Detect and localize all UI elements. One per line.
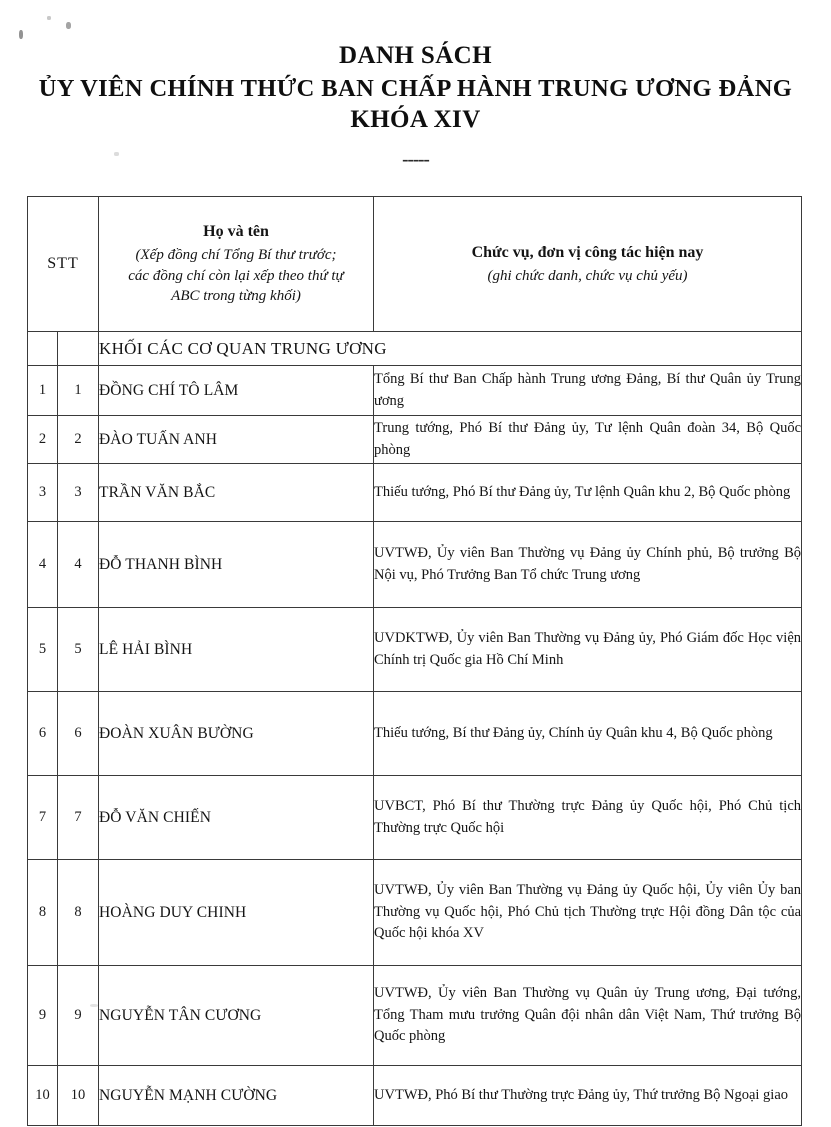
row-index-cell: 1 <box>28 366 58 416</box>
member-name-cell: NGUYỄN MẠNH CƯỜNG <box>99 1066 374 1126</box>
member-position-cell <box>374 416 802 464</box>
column-header-name <box>99 197 374 332</box>
row-number-cell: 5 <box>58 608 99 692</box>
table-head <box>28 197 802 332</box>
member-position-cell <box>374 692 802 776</box>
member-position-text: Trung tướng, Phó Bí thư Đảng ủy, Tư lệnh Quân đoàn 34, Bộ Quốc phòng <box>374 419 802 458</box>
member-position-text: UVBCT, Phó Bí thư Thường trực Đảng ủy Quốc hội, Phó Chủ tịch Thường trực Quốc hội <box>374 797 802 836</box>
member-name-cell: NGUYỄN TÂN CƯƠNG <box>99 966 374 1066</box>
row-number-cell: 2 <box>58 416 99 464</box>
table-body <box>28 332 802 1126</box>
row-number-cell: 7 <box>58 776 99 860</box>
document-title-line-2: ỦY VIÊN CHÍNH THỨC BAN CHẤP HÀNH TRUNG ƯƠNG ĐẢNG <box>38 74 793 102</box>
row-index-cell: 2 <box>28 416 58 464</box>
table-row <box>28 416 802 464</box>
row-index-cell: 5 <box>28 608 58 692</box>
column-header-name-title: Họ và tên <box>203 222 269 240</box>
member-position-cell <box>374 776 802 860</box>
table-row <box>28 464 802 522</box>
section-header-row <box>28 332 802 366</box>
member-position-text: UVTWĐ, Phó Bí thư Thường trực Đảng ủy, Thứ trưởng Bộ Ngoại giao <box>374 1086 789 1103</box>
member-position-cell <box>374 464 802 522</box>
document-title-line-1: DANH SÁCH <box>339 42 492 69</box>
column-header-position-title: Chức vụ, đơn vị công tác hiện nay <box>471 243 704 261</box>
member-name-cell: ĐÀO TUẤN ANH <box>99 416 374 464</box>
row-index-cell: 7 <box>28 776 58 860</box>
row-number-cell: 8 <box>58 860 99 966</box>
column-header-name-note-line-2: các đồng chí còn lại xếp theo thứ tự <box>128 267 344 284</box>
column-header-name-note <box>99 245 373 307</box>
row-number-cell: 6 <box>58 692 99 776</box>
member-name-cell: ĐỖ THANH BÌNH <box>99 522 374 608</box>
row-index-cell: 8 <box>28 860 58 966</box>
scan-speck <box>66 22 71 29</box>
table-row <box>28 522 802 608</box>
row-index-cell: 6 <box>28 692 58 776</box>
member-name-cell: TRẦN VĂN BẮC <box>99 464 374 522</box>
row-index-cell: 10 <box>28 1066 58 1126</box>
member-position-cell <box>374 1066 802 1126</box>
member-name-cell: ĐỒNG CHÍ TÔ LÂM <box>99 366 374 416</box>
member-name-cell: ĐOÀN XUÂN BƯỜNG <box>99 692 374 776</box>
scan-speck <box>19 30 23 39</box>
table-row <box>28 366 802 416</box>
row-number-cell: 3 <box>58 464 99 522</box>
document-heading <box>0 40 831 171</box>
row-number-cell: 10 <box>58 1066 99 1126</box>
member-name-cell: LÊ HẢI BÌNH <box>99 608 374 692</box>
row-number-cell: 1 <box>58 366 99 416</box>
table-row <box>28 860 802 966</box>
column-header-stt: STT <box>28 197 99 332</box>
member-name-cell: HOÀNG DUY CHINH <box>99 860 374 966</box>
member-position-cell <box>374 860 802 966</box>
title-divider-rule: ----- <box>402 148 429 170</box>
row-index-cell: 3 <box>28 464 58 522</box>
section-row-num-cell <box>58 332 99 366</box>
column-header-name-note-line-1: (Xếp đồng chí Tổng Bí thư trước; <box>135 247 337 263</box>
column-header-position <box>374 197 802 332</box>
member-position-text: Tổng Bí thư Ban Chấp hành Trung ương Đảng, Bí thư Quân ủy Trung ương <box>374 370 802 409</box>
members-table <box>27 196 802 1126</box>
member-position-text: UVDKTWĐ, Ủy viên Ban Thường vụ Đảng ủy, Phó Giám đốc Học viện Chính trị Quốc gia Hồ Chí Minh <box>374 629 802 668</box>
member-name-cell: ĐỖ VĂN CHIẾN <box>99 776 374 860</box>
scan-speck <box>47 16 51 20</box>
table-row <box>28 692 802 776</box>
row-number-cell: 9 <box>58 966 99 1066</box>
table-row <box>28 776 802 860</box>
document-title-line-3: KHÓA XIV <box>350 106 481 134</box>
member-position-cell <box>374 608 802 692</box>
column-header-position-note: (ghi chức danh, chức vụ chủ yếu) <box>487 267 688 284</box>
column-header-name-note-line-3: ABC trong từng khối) <box>171 288 301 305</box>
member-position-cell <box>374 966 802 1066</box>
section-title: KHỐI CÁC CƠ QUAN TRUNG ƯƠNG <box>99 332 802 366</box>
member-position-text: Thiếu tướng, Phó Bí thư Đảng ủy, Tư lệnh Quân khu 2, Bộ Quốc phòng <box>374 483 791 500</box>
member-position-text: UVTWĐ, Ủy viên Ban Thường vụ Đảng ủy Chính phủ, Bộ trưởng Bộ Nội vụ, Phó Trưởng Ban Tổ chức Trung ương <box>374 544 802 583</box>
row-index-cell: 9 <box>28 966 58 1066</box>
section-row-idx-cell <box>28 332 58 366</box>
table-row <box>28 1066 802 1126</box>
member-position-cell <box>374 522 802 608</box>
row-number-cell: 4 <box>58 522 99 608</box>
table-header-row <box>28 197 802 332</box>
row-index-cell: 4 <box>28 522 58 608</box>
member-position-text: Thiếu tướng, Bí thư Đảng ủy, Chính ủy Quân khu 4, Bộ Quốc phòng <box>374 724 773 741</box>
member-position-text: UVTWĐ, Ủy viên Ban Thường vụ Quân ủy Trung ương, Đại tướng, Tổng Tham mưu trưởng Quân đội nhân dân Việt Nam, Thứ trưởng Bộ Quốc phòng <box>374 984 802 1045</box>
table-row <box>28 966 802 1066</box>
table-row <box>28 608 802 692</box>
member-position-cell <box>374 366 802 416</box>
member-position-text: UVTWĐ, Ủy viên Ban Thường vụ Đảng ủy Quốc hội, Ủy viên Ủy ban Thường vụ Quốc hội, Phó Chủ tịch Thường trực Hội đồng Dân tộc của Quốc hội khóa XV <box>374 881 802 942</box>
